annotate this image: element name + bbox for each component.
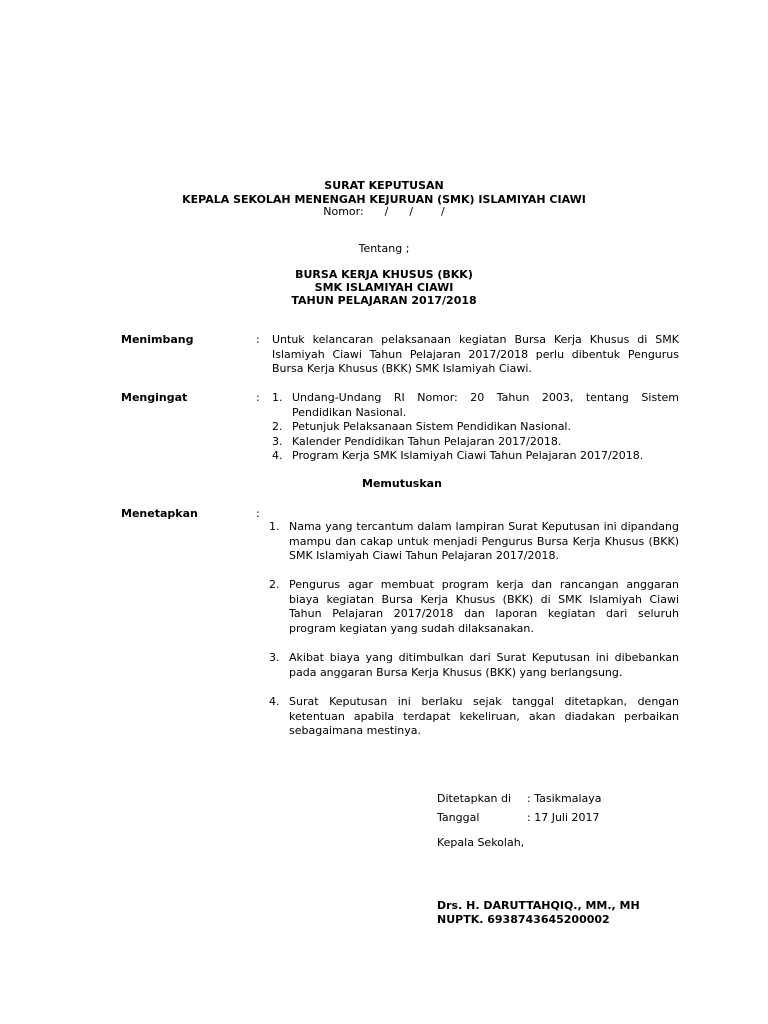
- list-item: 4. Program Kerja SMK Islamiyah Ciawi Tahun Pelajaran 2017/2018.: [272, 449, 644, 462]
- mengingat-colon: :: [256, 391, 260, 404]
- menimbang-text: Untuk kelancaran pelaksanaan kegiatan Bursa Kerja Khusus di SMK Islamiyah Ciawi Tahun Pelajaran 2017/2018 perlu dibentuk Pengurus Bursa Kerja Khusus (BKK) SMK Islamiyah Ciawi.: [272, 333, 679, 375]
- menetapkan-label: Menetapkan: [121, 507, 198, 520]
- menetapkan-list-2: [269, 578, 679, 636]
- list-item: 4. Surat Keputusan ini berlaku sejak tanggal ditetapkan, dengan ketentuan apabila terdapat kekeliruan, akan diadakan perbaikan sebagaimana mestinya.: [269, 695, 679, 737]
- topic-line-3: TAHUN PELAJARAN 2017/2018: [291, 294, 477, 307]
- topic-line-1: BURSA KERJA KHUSUS (BKK): [295, 268, 473, 281]
- signer-name: Drs. H. DARUTTAHQIQ., MM., MH: [437, 899, 640, 912]
- list-item: 2. Pengurus agar membuat program kerja dan rancangan anggaran biaya kegiatan Bursa Kerja Khusus (BKK) di SMK Islamiyah Ciawi Tahun Pelajaran 2017/2018 dan laporan kegiatan dari seluruh program kegiatan yang sudah dilaksanakan.: [269, 578, 679, 635]
- menimbang-colon: :: [256, 333, 260, 346]
- tanggal-label: Tanggal: [437, 811, 480, 824]
- menetapkan-list: [269, 520, 679, 564]
- tanggal-value: : 17 Juli 2017: [527, 811, 600, 824]
- document-number: Nomor: / / /: [323, 205, 445, 218]
- signer-position: Kepala Sekolah,: [437, 836, 525, 849]
- list-item: 3. Akibat biaya yang ditimbulkan dari Surat Keputusan ini dibebankan pada anggaran Bursa Kerja Khusus (BKK) yang berlangsung.: [269, 651, 679, 679]
- menetapkan-list-3: [269, 651, 679, 680]
- list-item: 3. Kalender Pendidikan Tahun Pelajaran 2017/2018.: [272, 434, 562, 448]
- mengingat-list: [272, 391, 679, 464]
- ditetapkan-label: Ditetapkan di: [437, 792, 512, 805]
- mengingat-label: Mengingat: [121, 391, 188, 404]
- tentang-label: Tentang ;: [358, 242, 410, 255]
- memutuskan-heading: Memutuskan: [362, 477, 442, 490]
- document-subtitle: KEPALA SEKOLAH MENENGAH KEJURUAN (SMK) ISLAMIYAH CIAWI: [182, 193, 586, 206]
- menetapkan-colon: :: [256, 507, 260, 520]
- topic-line-2: SMK ISLAMIYAH CIAWI: [314, 281, 454, 294]
- ditetapkan-row: [437, 792, 602, 806]
- document-title: SURAT KEPUTUSAN: [324, 179, 444, 192]
- ditetapkan-value: : Tasikmalaya: [527, 792, 602, 805]
- menetapkan-list-4: [269, 695, 679, 739]
- menimbang-label: Menimbang: [121, 333, 194, 346]
- list-item: 1. Undang-Undang RI Nomor: 20 Tahun 2003, tentang Sistem Pendidikan Nasional.: [272, 391, 679, 419]
- tanggal-row: [437, 811, 600, 825]
- list-item: 1. Nama yang tercantum dalam lampiran Surat Keputusan ini dipandang mampu dan cakap untuk menjadi Pengurus Bursa Kerja Khusus (BKK) SMK Islamiyah Ciawi Tahun Pelajaran 2017/2018.: [269, 520, 679, 562]
- list-item: 2. Petunjuk Pelaksanaan Sistem Pendidikan Nasional.: [272, 420, 571, 433]
- signer-nuptk: NUPTK. 6938743645200002: [437, 913, 610, 926]
